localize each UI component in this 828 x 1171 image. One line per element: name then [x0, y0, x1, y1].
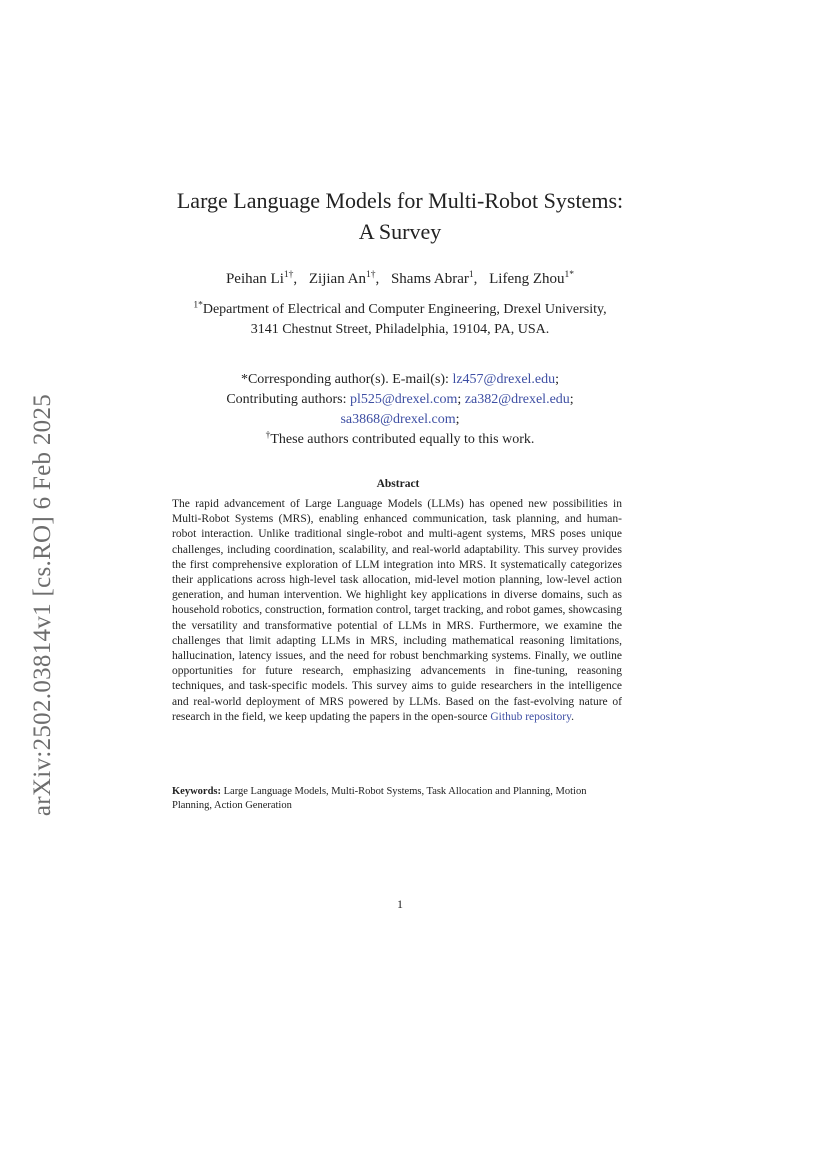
contributing-authors-label: Contributing authors:: [226, 392, 350, 407]
paper-title: [100, 185, 700, 247]
contributing-email-link-1[interactable]: pl525@drexel.com: [350, 392, 458, 407]
separator: ;: [457, 392, 465, 407]
equal-contribution-note: [100, 430, 700, 450]
separator: ;: [569, 392, 574, 407]
affiliation-department: Department of Electrical and Computer Engineering, Drexel University,: [202, 302, 607, 317]
arxiv-identifier-text: arXiv:2502.03814v1 [cs.RO] 6 Feb 2025: [29, 393, 57, 817]
author-name: Lifeng Zhou: [489, 271, 565, 287]
author-name: Zijian An: [308, 271, 366, 287]
author-name: Peihan Li: [225, 271, 284, 287]
author-marks: 1*: [564, 270, 575, 280]
dagger-mark: †: [265, 430, 271, 441]
github-repository-link[interactable]: Github repository: [490, 710, 572, 723]
abstract-text: The rapid advancement of Large Language Models (LLMs) has opened new possibilities in Multi-Robot Systems (MRS), enabling enhanced communication, task planning, and human-robot interaction. Unlike traditional single-robot and multi-agent systems, MRS poses unique challenges, including coordination, scalability, and real-world adaptability. This survey provides the first comprehensive exploration of LLM integration into MRS. It systematically categorizes their applications across high-level task allocation, mid-level motion planning, low-level action generation, and human intervention. We highlight key applications in diverse domains, such as household robotics, construction, formation control, target tracking, and robot games, showcasing the versatility and transformative potential of LLMs in MRS. Furthermore, we examine the challenges that limit adapting LLMs in MRS, including mathematical reasoning limitations, hallucination, latency issues, and the need for robust benchmarking systems. Finally, we outline opportunities for future research, emphasizing advancements in fine-tuning, reasoning techniques, and task-specific models. This survey aims to guide researchers in the intelligence and real-world deployment of MRS powered by LLMs. Based on the fast-evolving nature of research in the field, we keep updating the papers in the open-source: [172, 498, 622, 723]
corresponding-author-label: *Corresponding author(s). E-mail(s):: [240, 372, 453, 387]
affiliation-mark: 1*: [193, 300, 203, 311]
contributing-email-link-2[interactable]: za382@drexel.edu: [464, 392, 570, 407]
keywords-text: Large Language Models, Multi-Robot Systems, Task Allocation and Planning, Motion Planning, Action Generation: [172, 786, 587, 811]
abstract-body: [172, 497, 622, 725]
separator: ;: [455, 412, 460, 427]
author-marks: 1†: [283, 270, 294, 280]
keywords-label: Keywords:: [172, 786, 221, 797]
contributing-email-link-3[interactable]: sa3868@drexel.com: [340, 412, 456, 427]
contributing-authors-line: [100, 390, 700, 410]
corresponding-author-line: [100, 370, 700, 390]
affiliation-line-2: 3141 Chestnut Street, Philadelphia, 19104, PA, USA.: [250, 322, 550, 337]
page-number: 1: [397, 897, 403, 911]
contributing-authors-line-2: [100, 410, 700, 430]
abstract-heading: Abstract: [376, 478, 420, 490]
keywords: [172, 785, 624, 813]
arxiv-identifier-stamp: [28, 370, 58, 840]
author-list: Peihan $Li^{1\dagger}$, Zijian $An^{1\dagger}$, Shams Abrar$^1$, Lifeng Zhou$^{1*}$: [225, 270, 575, 287]
author-marks: 1†: [365, 270, 376, 280]
affiliation: [100, 300, 700, 340]
author-name: Shams Abrar: [390, 271, 469, 287]
abstract-text-end: .: [571, 710, 574, 723]
paper-title-line-1: Large Language Models for Multi-Robot Systems:: [176, 188, 624, 213]
equal-contribution-text: These authors contributed equally to this work.: [270, 432, 535, 447]
corresponding-email-link[interactable]: lz457@drexel.edu: [452, 372, 556, 387]
correspondence-block: [100, 370, 700, 450]
affiliation-line-1: [100, 300, 700, 320]
author-marks: 1: [468, 270, 474, 280]
paper-title-line-2: A Survey: [358, 219, 442, 244]
separator: ;: [555, 372, 560, 387]
